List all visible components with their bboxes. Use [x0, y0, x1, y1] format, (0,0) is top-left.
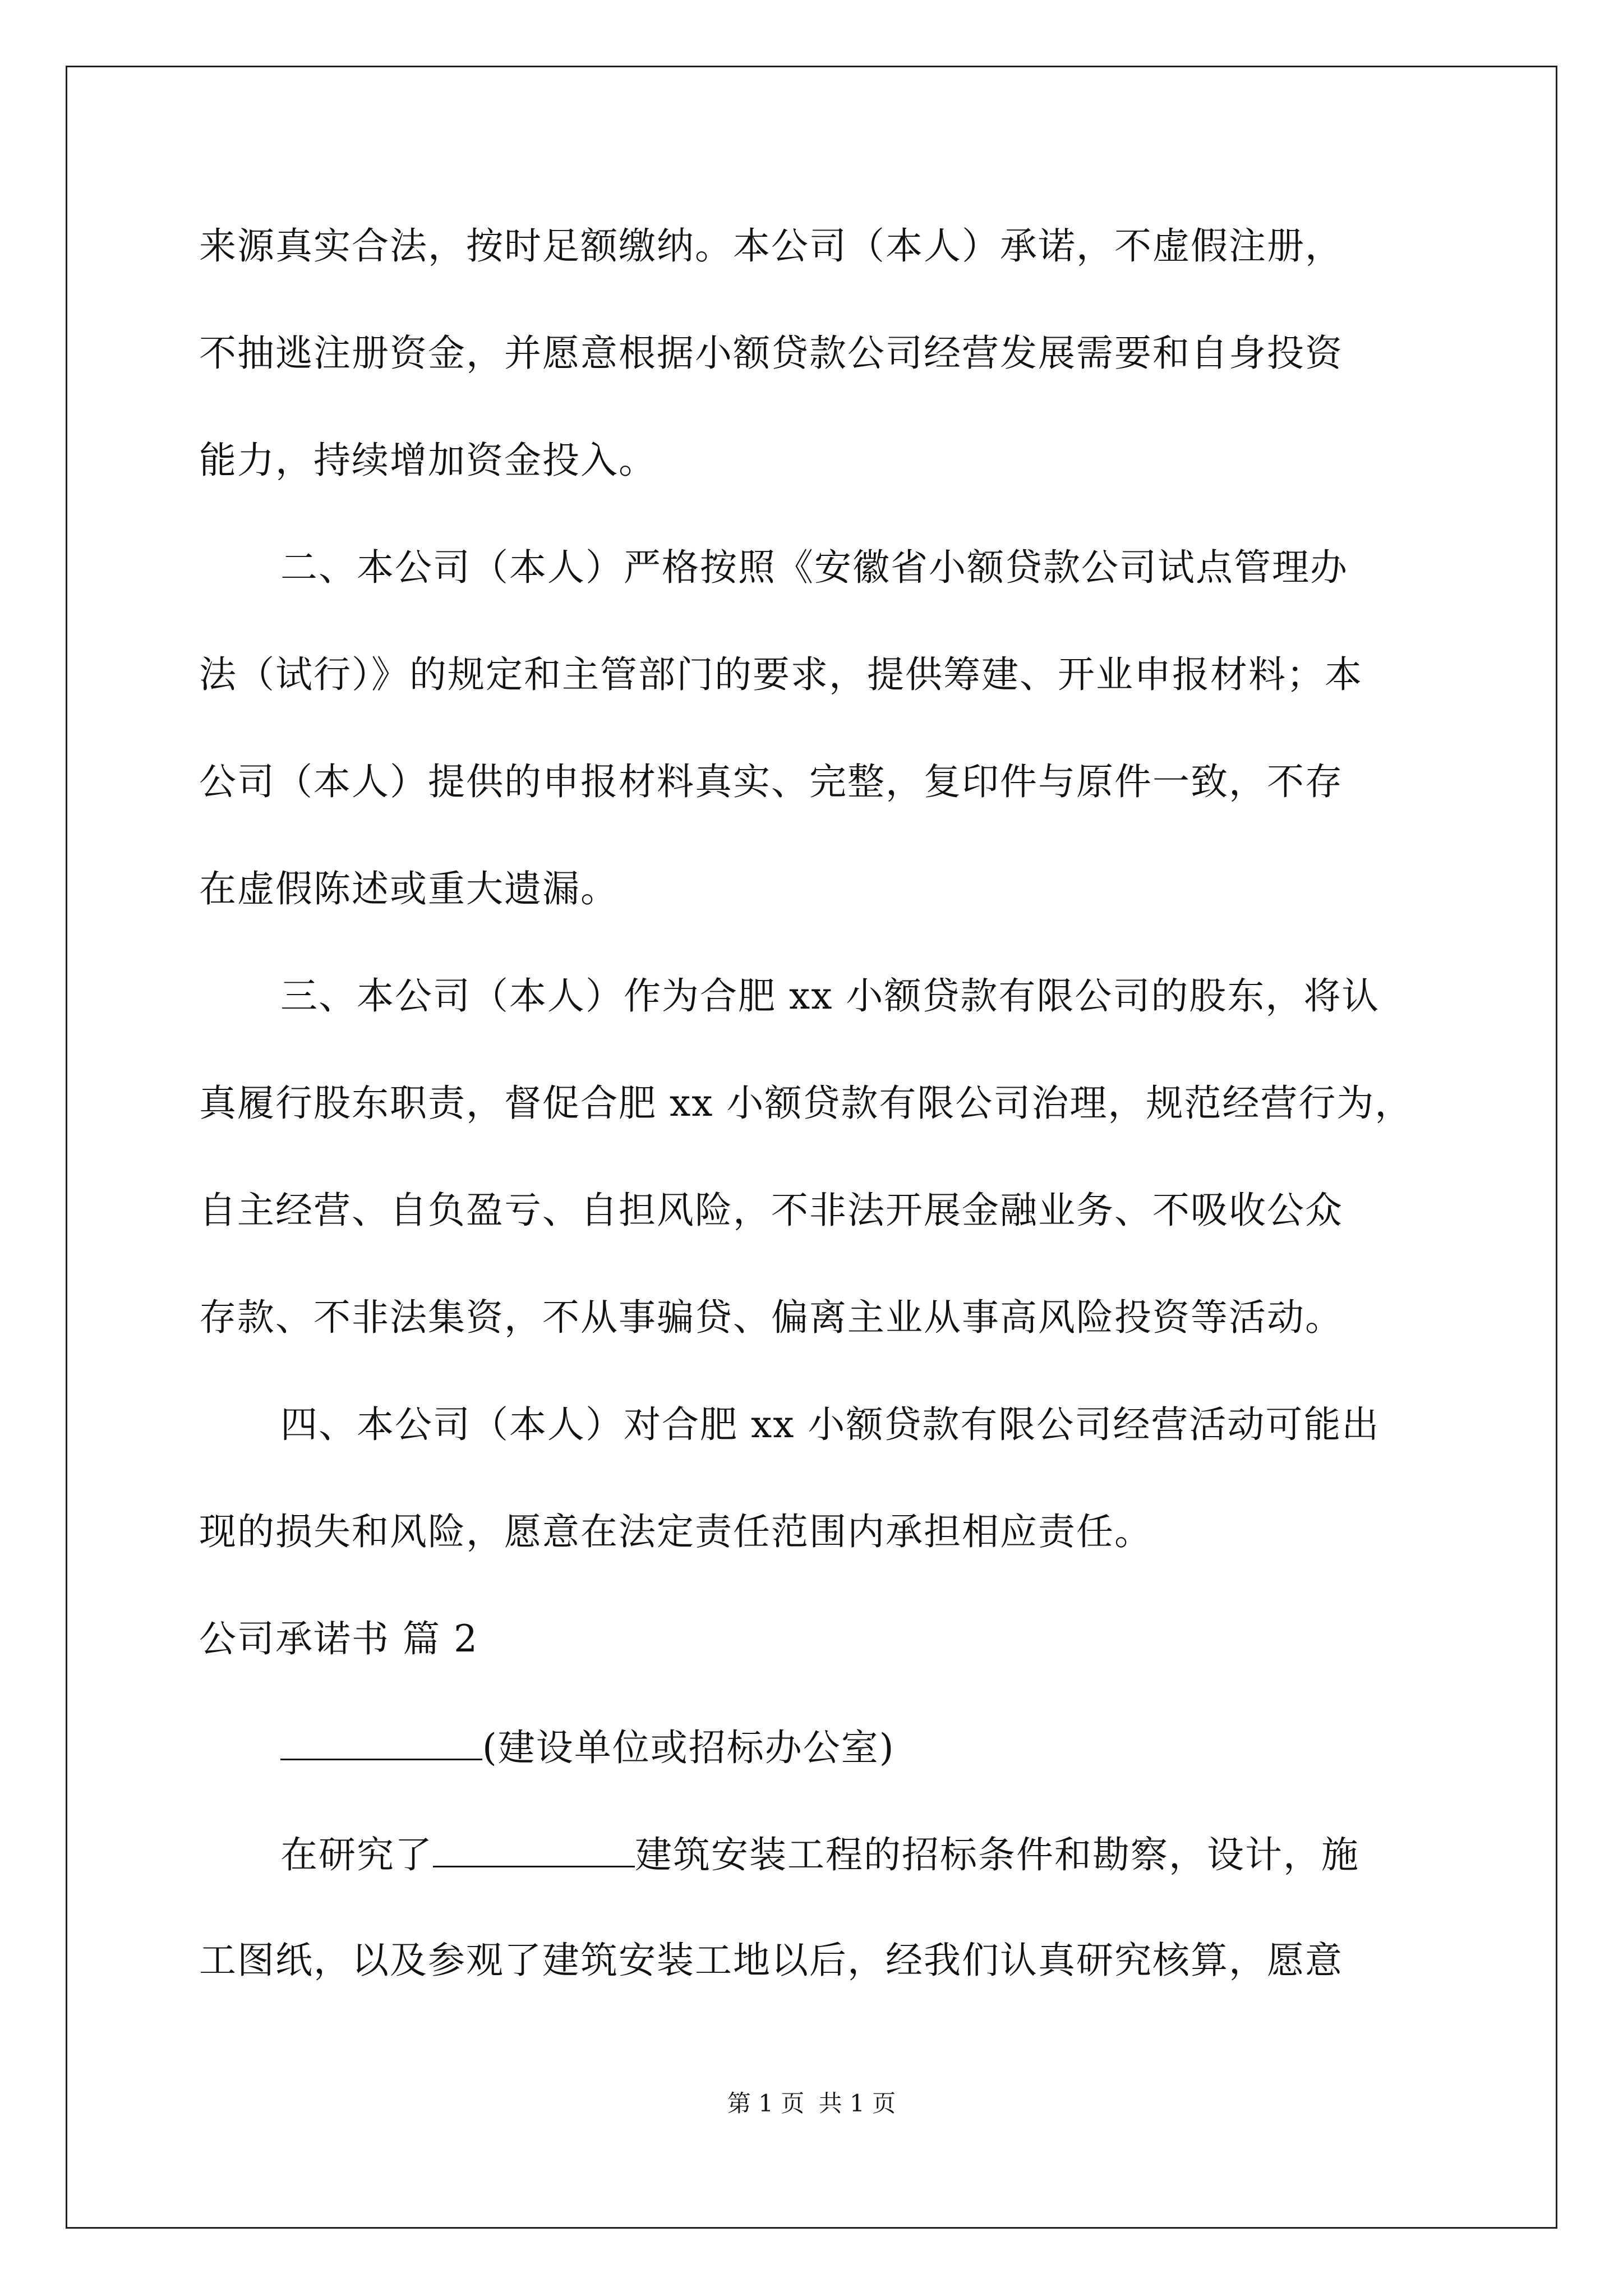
paragraph-start: [280, 1831, 1359, 1878]
text-line: 公司（本人）提供的申报材料真实、完整，复印件与原件一致，不存: [199, 760, 1343, 803]
text-line: 现的损失和风险，愿意在法定责任范围内承担相应责任。: [199, 1510, 1152, 1553]
text-line: 法（试行）》的规定和主管部门的要求，提供筹建、开业申报材料；本: [199, 653, 1363, 696]
text-line: 不抽逃注册资金，并愿意根据小额贷款公司经营发展需要和自身投资: [199, 332, 1343, 375]
text-line: 能力，持续增加资金投入。: [199, 439, 657, 482]
text-line: 在虚假陈述或重大遗漏。: [199, 867, 619, 910]
text-line: 工图纸，以及参观了建筑安装工地以后，经我们认真研究核算，愿意: [199, 1939, 1343, 1982]
section-heading: 公司承诺书 篇 2: [199, 1617, 478, 1660]
text-fragment: 在研究了: [280, 1833, 433, 1876]
paragraph-start: 二、本公司（本人）严格按照《安徽省小额贷款公司试点管理办: [280, 546, 1348, 589]
text-fragment: 建筑安装工程的招标条件和勘察，设计，施: [635, 1833, 1359, 1876]
page-footer: [0, 2090, 1623, 2118]
page-total: 共 1 页: [818, 2090, 896, 2117]
blank-field: [280, 1724, 482, 1760]
text-line: 真履行股东职责，督促合肥 xx 小额贷款有限公司治理，规范经营行为，: [199, 1082, 1413, 1125]
text-line: 存款、不非法集资，不从事骗贷、偏离主业从事高风险投资等活动。: [199, 1296, 1343, 1339]
page-border: [66, 66, 1557, 2229]
text-line: 自主经营、自负盈亏、自担风险，不非法开展金融业务、不吸收公众: [199, 1189, 1343, 1232]
paragraph-start: 四、本公司（本人）对合肥 xx 小额贷款有限公司经营活动可能出: [280, 1403, 1380, 1446]
blank-field: [433, 1831, 635, 1867]
paragraph-start: 三、本公司（本人）作为合肥 xx 小额贷款有限公司的股东，将认: [280, 974, 1380, 1018]
page-number: 第 1 页: [727, 2090, 805, 2117]
addressee-text: (建设单位或招标办公室): [482, 1726, 895, 1769]
addressee-line: [280, 1724, 895, 1770]
text-line: 来源真实合法，按时足额缴纳。本公司（本人）承诺，不虚假注册，: [199, 224, 1343, 268]
